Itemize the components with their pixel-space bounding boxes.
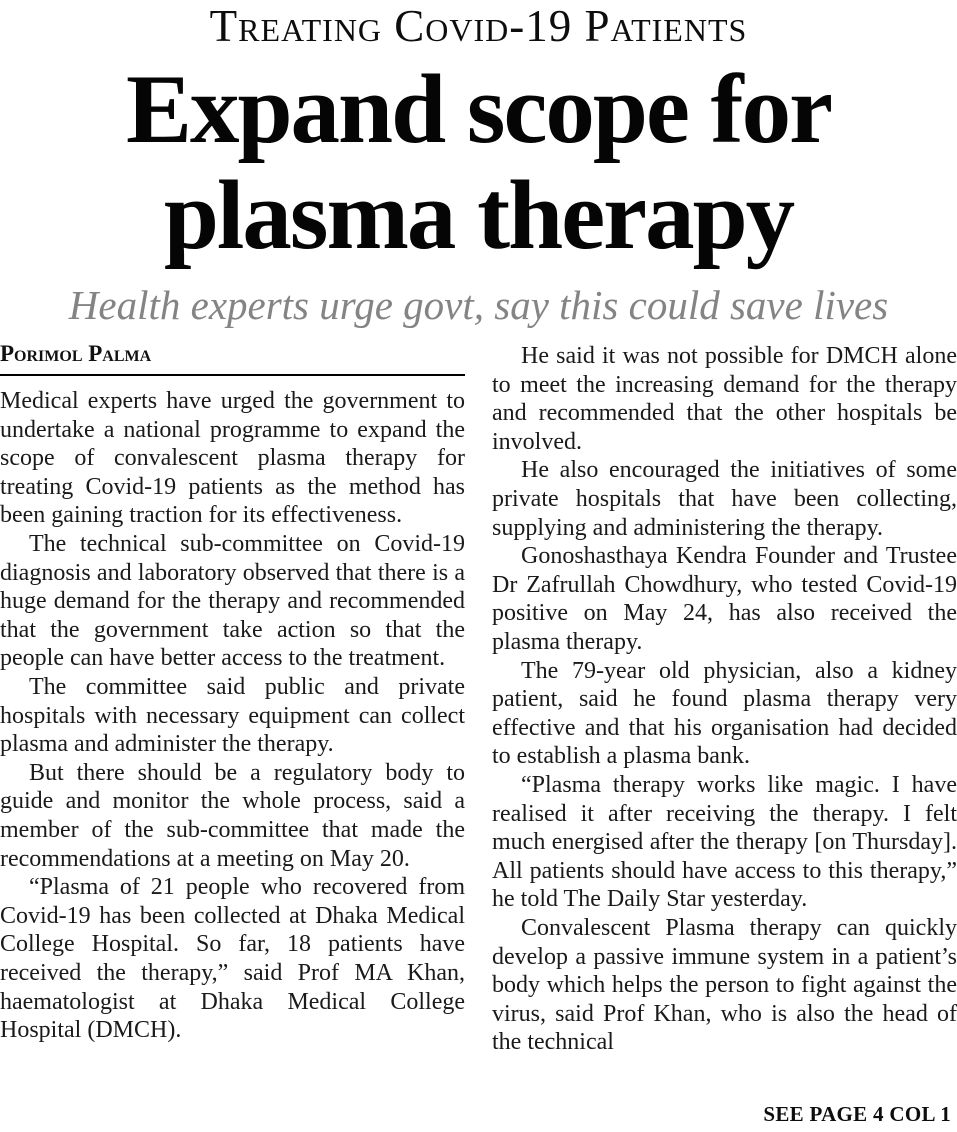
subheadline: Health experts urge govt, say this could save lives <box>68 282 889 328</box>
kicker: Treating Covid-19 Patients <box>209 1 748 51</box>
article-paragraph: The technical sub-committee on Covid-19 diagnosis and laboratory observed that there is a huge demand for the therapy and recommended that the government take action so that the people can have better access to the treatment. <box>0 531 465 672</box>
article-paragraph: The committee said public and private hospitals with necessary equipment can collect plasma and administer the therapy. <box>0 674 465 758</box>
article-paragraph: He also encouraged the initiatives of some private hospitals that have been collecting, supplying and administering the therapy. <box>492 457 957 541</box>
article-paragraph: Gonoshasthaya Kendra Founder and Trustee Dr Zafrullah Chowdhury, who tested Covid-19 positive on May 24, has also received the plasma therapy. <box>492 543 957 656</box>
article-paragraph: Medical experts have urged the government to undertake a national programme to expand the scope of convalescent plasma therapy for treating Covid-19 patients as the method has been gaining traction for its effectiveness. <box>0 388 465 529</box>
article-column-left <box>0 342 465 1057</box>
article-paragraph: “Plasma therapy works like magic. I have realised it after receiving the therapy. I felt much energised after the therapy [on Thursday]. All patients should have access to this therapy,” he told The Daily Star yesterday. <box>492 772 957 913</box>
article-paragraph: Convalescent Plasma therapy can quickly develop a passive immune system in a patient’s body which helps the person to fight against the virus, said Prof Khan, who is also the head of the technical <box>492 914 957 1056</box>
byline-block <box>0 342 465 376</box>
byline: Porimol Palma <box>0 341 152 367</box>
article-column-right <box>492 342 957 1057</box>
continuation-notice: SEE PAGE 4 COL 1 <box>763 1102 951 1126</box>
headline <box>0 57 957 269</box>
article-paragraph: But there should be a regulatory body to guide and monitor the whole process, said a member of the sub-committee that made the recommendations at a meeting on May 20. <box>0 759 465 872</box>
headline-line-2: plasma therapy <box>163 161 794 270</box>
headline-line-1: Expand scope for <box>125 55 832 164</box>
article-paragraph: He said it was not possible for DMCH alone to meet the increasing demand for the therapy and recommended that the other hospitals be involved. <box>492 343 957 455</box>
article-paragraph: The 79-year old physician, also a kidney patient, said he found plasma therapy very effective and that his organisation had decided to establish a plasma bank. <box>492 657 957 770</box>
article-body <box>0 342 957 1057</box>
article-paragraph: “Plasma of 21 people who recovered from Covid-19 has been collected at Dhaka Medical College Hospital. So far, 18 patients have received the therapy,” said Prof MA Khan, haematologist at Dhaka Medical College Hospital (DMCH). <box>0 874 465 1044</box>
